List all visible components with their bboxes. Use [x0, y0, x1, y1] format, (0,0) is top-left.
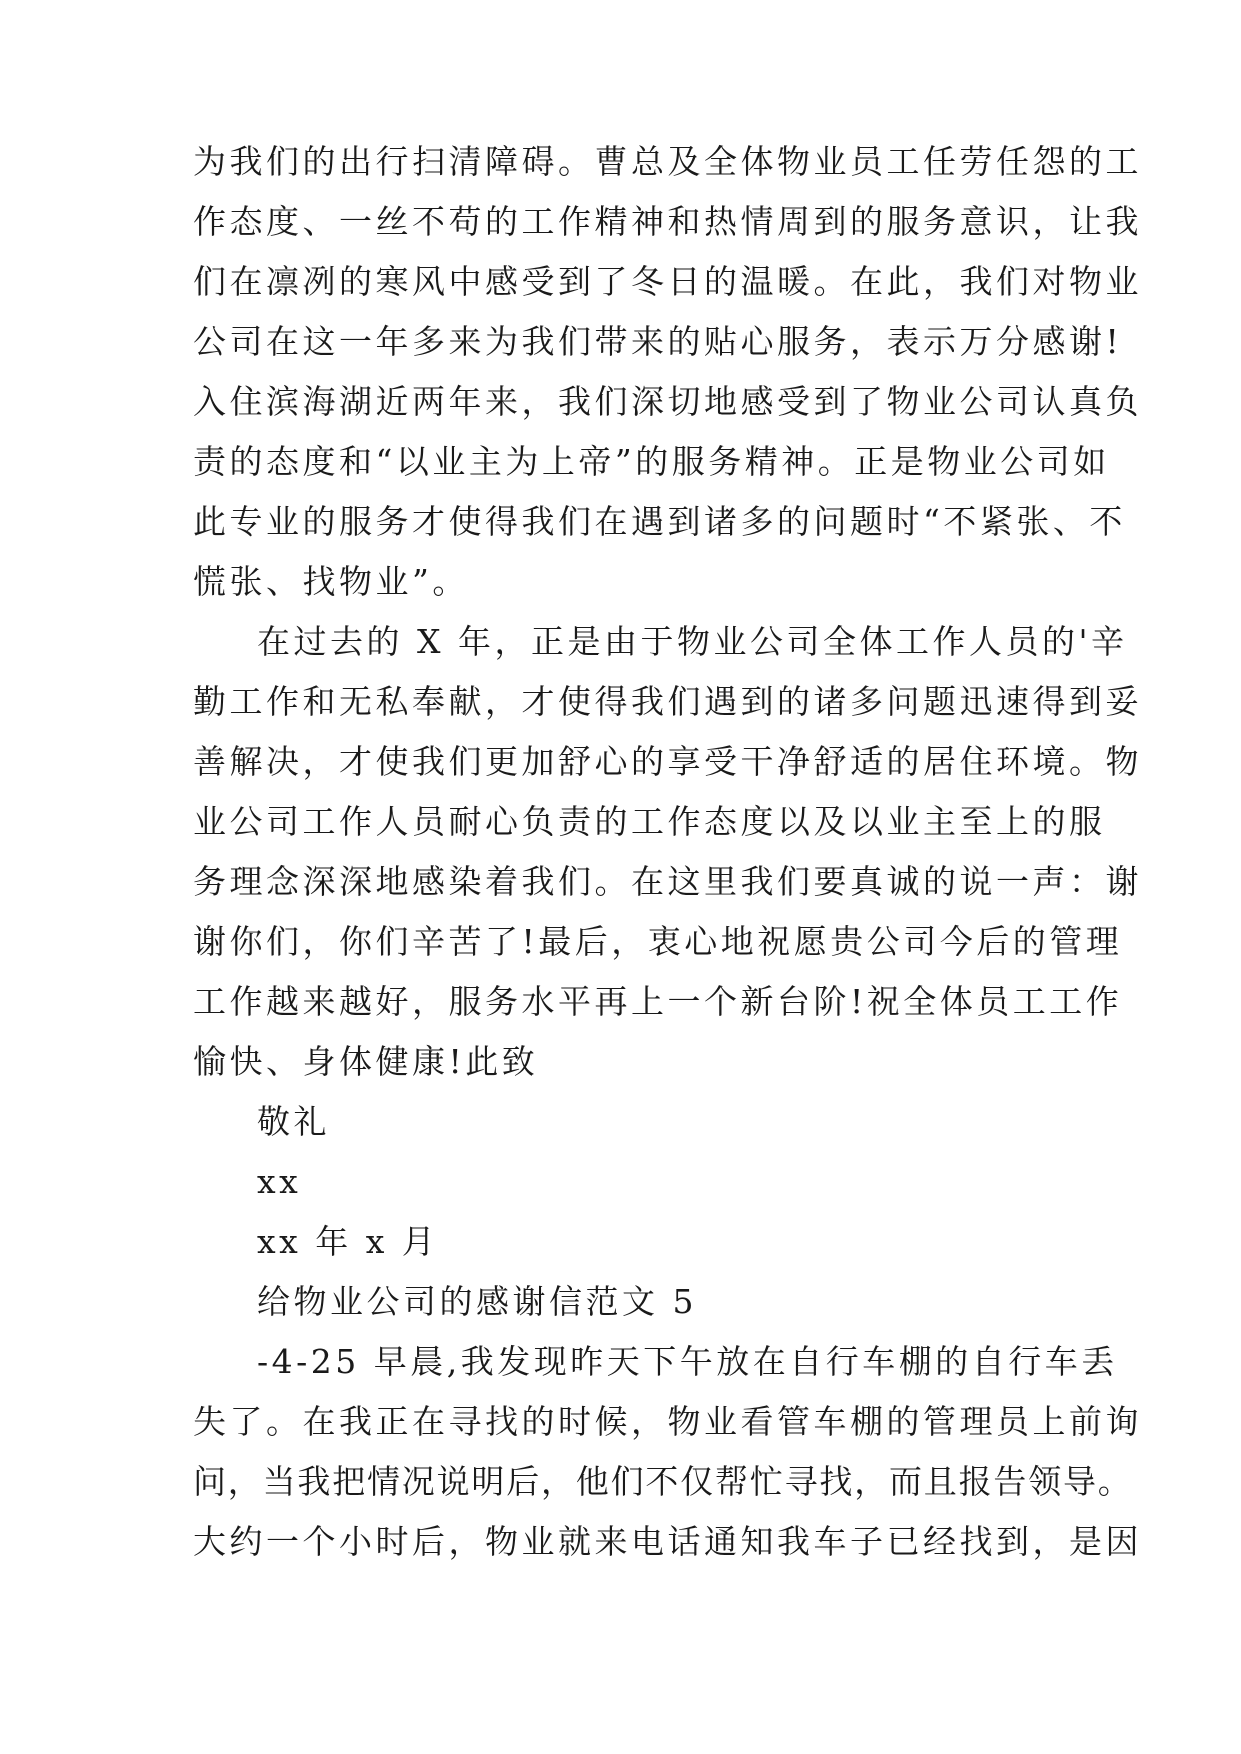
- text-line: 勤工作和无私奉献，才使得我们遇到的诸多问题迅速得到妥: [193, 682, 1142, 721]
- text-line: 公司在这一年多来为我们带来的贴心服务，表示万分感谢!: [193, 322, 1123, 361]
- text-line: 谢你们，你们辛苦了!最后，衷心地祝愿贵公司今后的管理: [193, 922, 1123, 961]
- signature-name: xx: [257, 1162, 302, 1201]
- text-line: 为我们的出行扫清障碍。曹总及全体物业员工任劳任怨的工: [193, 142, 1142, 181]
- text-line: 善解决，才使我们更加舒心的享受干净舒适的居住环境。物: [193, 742, 1142, 781]
- paragraph-start-line: -4-25 早晨,我发现昨天下午放在自行车棚的自行车丢: [257, 1342, 1118, 1381]
- text-line: 大约一个小时后，物业就来电话通知我车子已经找到，是因: [193, 1522, 1142, 1561]
- text-line: 入住滨海湖近两年来，我们深切地感受到了物业公司认真负: [193, 382, 1142, 421]
- text-line: 们在凛冽的寒风中感受到了冬日的温暖。在此，我们对物业: [193, 262, 1142, 301]
- letter-body: [193, 132, 1142, 1572]
- text-line: 愉快、身体健康!此致: [193, 1042, 539, 1081]
- signature-date: xx 年 x 月: [257, 1222, 439, 1261]
- text-line: 失了。在我正在寻找的时候，物业看管车棚的管理员上前询: [193, 1402, 1142, 1441]
- text-line: 工作越来越好，服务水平再上一个新台阶!祝全体员工工作: [193, 982, 1123, 1021]
- section-heading: 给物业公司的感谢信范文 5: [257, 1282, 697, 1321]
- text-line: 慌张、找物业”。: [193, 562, 469, 601]
- text-line: 作态度、一丝不苟的工作精神和热情周到的服务意识，让我: [193, 202, 1142, 241]
- text-line: 务理念深深地感染着我们。在这里我们要真诚的说一声：谢: [193, 862, 1142, 901]
- text-line: 业公司工作人员耐心负责的工作态度以及以业主至上的服: [193, 802, 1106, 841]
- text-line: 责的态度和“以业主为上帝”的服务精神。正是物业公司如: [193, 442, 1110, 481]
- text-line: 问，当我把情况说明后，他们不仅帮忙寻找，而且报告领导。: [193, 1462, 1133, 1501]
- text-line: 此专业的服务才使得我们在遇到诸多的问题时“不紧张、不: [193, 502, 1126, 541]
- closing-salutation: 敬礼: [257, 1102, 330, 1141]
- paragraph-start-line: 在过去的 X 年，正是由于物业公司全体工作人员的'辛: [257, 622, 1128, 661]
